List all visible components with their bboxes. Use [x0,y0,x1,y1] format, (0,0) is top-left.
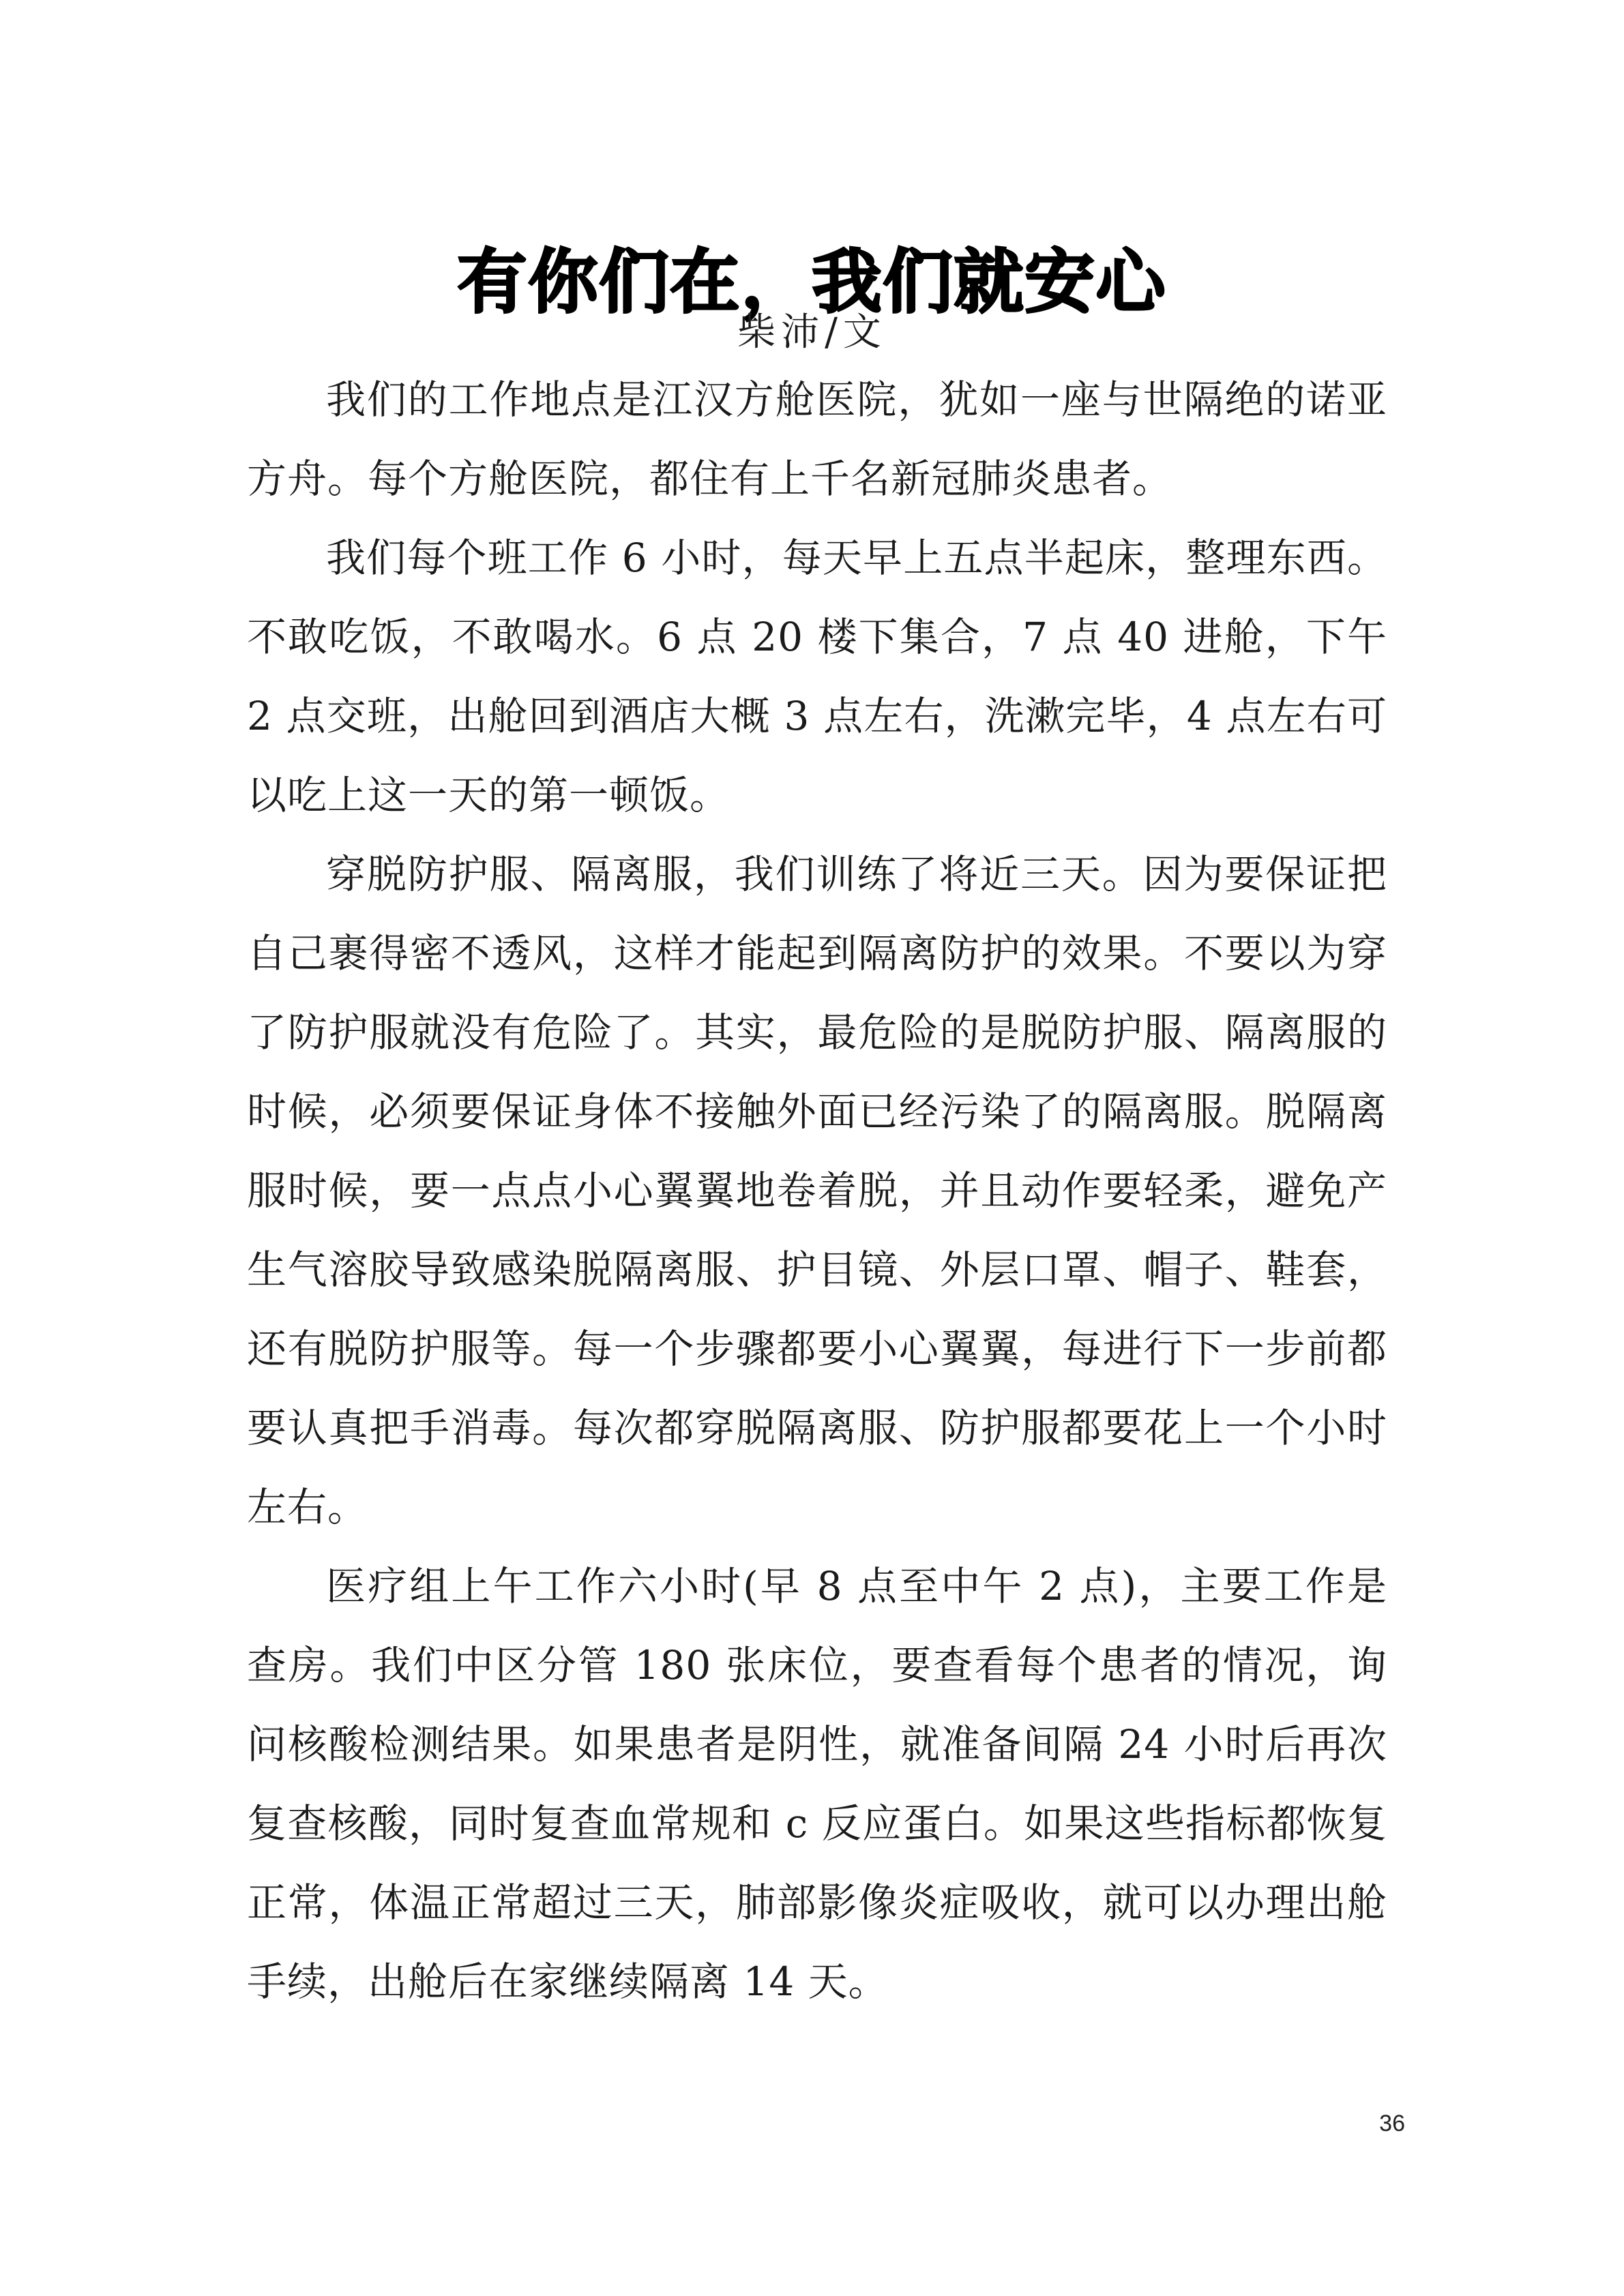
paragraph-workplace: 我们的工作地点是江汉方舱医院，犹如一座与世隔绝的诺亚方舟。每个方舱医院，都住有上千名新冠肺炎患者。 [247,376,1387,502]
paragraph-protective-suit: 穿脱防护服、隔离服，我们训练了将近三天。因为要保证把自己裹得密不透风，这样才能起到隔离防护的效果。不要以为穿了防护服就没有危险了。其实，最危险的是脱防护服、隔离服的时候，必须要保证身体不接触外面已经污染了的隔离服。脱隔离服时候，要一点点小心翼翼地卷着脱，并且动作要轻柔，避免产生气溶胶导致感染脱隔离服、护目镜、外层口罩、帽子、鞋套，还有脱防护服等。每一个步骤都要小心翼翼，每进行下一步前都要认真把手消毒。每次都穿脱隔离服、防护服都要花上一个小时左右。 [247,851,1387,1530]
article-title: 有你们在，我们就安心 [457,242,1167,324]
paragraph-ward-rounds: 医疗组上午工作六小时(早 8 点至中午 2 点)，主要工作是查房。我们中区分管 180 张床位，要查看每个患者的情况，询问核酸检测结果。如果患者是阴性，就准备间隔 24 小时后再次复查核酸，同时复查血常规和 c 反应蛋白。如果这些指标都恢复正常，体温正常超过三天，肺部影像炎症吸收，就可以办理出舱手续，出舱后在家继续隔离 14 天。 [247,1563,1387,2005]
page-number: 36 [1379,2111,1405,2136]
paragraph-schedule: 我们每个班工作 6 小时，每天早上五点半起床，整理东西。不敢吃饭，不敢喝水。6 点 20 楼下集合，7 点 40 进舱，下午 2 点交班，出舱回到酒店大概 3 点左右，洗漱完毕，4 点左右可以吃上这一天的第一顿饭。 [247,535,1387,818]
author-line: 柴沛/文 [737,310,887,355]
article-body [247,360,1387,2021]
